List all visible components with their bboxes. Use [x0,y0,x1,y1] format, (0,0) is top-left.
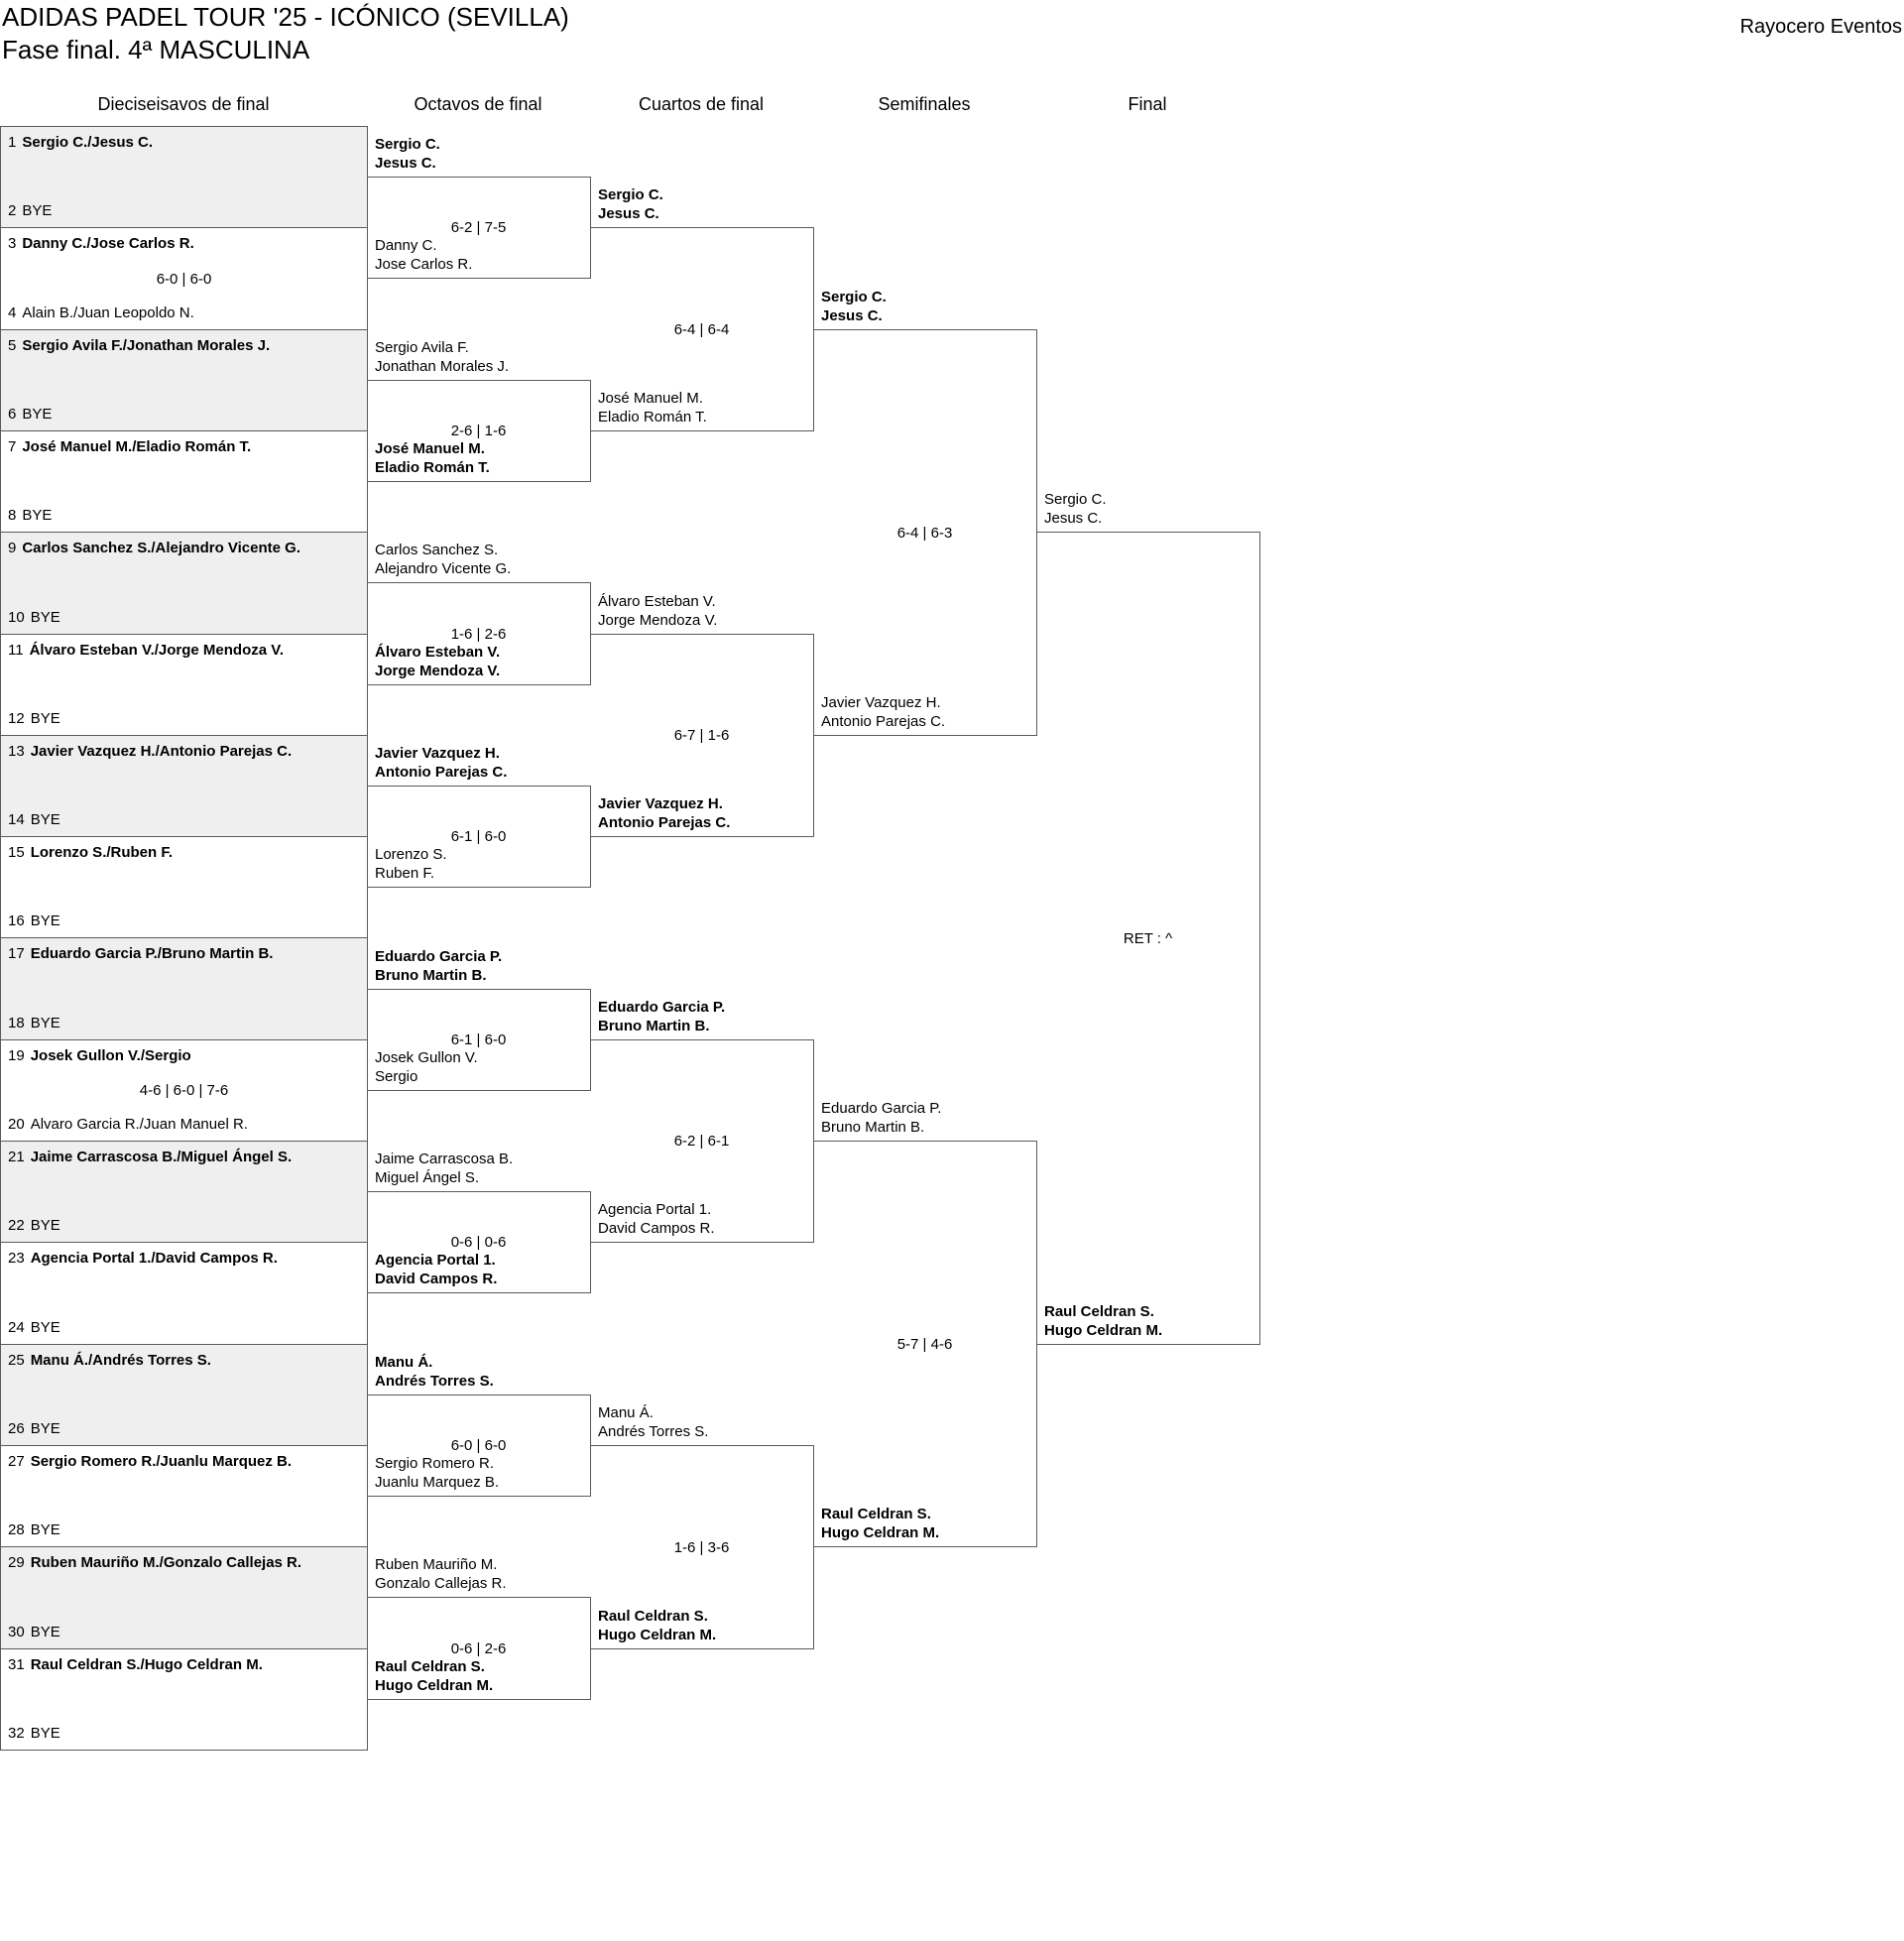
r32-team-line [8,944,360,963]
r16-team-name: Ruben Mauriño M. [375,1556,498,1573]
r16-connector [367,989,591,990]
team-name: BYE [30,1319,60,1336]
final-team-name: Hugo Celdran M. [1044,1322,1163,1339]
qf-team-name: Javier Vazquez H. [598,795,723,812]
r16-connector [367,177,591,178]
seed-number: 31 [8,1656,25,1673]
r16-score: 6-0 | 6-0 [450,1437,507,1454]
qf-team-name: Antonio Parejas C. [598,814,731,831]
seed-number: 11 [8,642,24,659]
r32-team-line [8,1216,360,1235]
r16-team-name: Gonzalo Callejas R. [375,1575,507,1592]
qf-team-name: Sergio C. [598,186,663,203]
round-header: Semifinales [878,94,971,114]
r16-connector [367,1496,591,1497]
r32-team-line [8,234,360,253]
team-name: BYE [30,912,60,929]
r16-team-name: Antonio Parejas C. [375,764,508,781]
team-name: Ruben Mauriño M./Gonzalo Callejas R. [30,1554,302,1571]
team-name: BYE [30,1624,60,1640]
sf-team-name: Sergio C. [821,289,887,305]
r16-connector [367,1292,591,1293]
r16-connector [367,1699,591,1700]
r16-connector [367,582,591,583]
seed-number: 6 [8,406,17,423]
team-name: BYE [30,609,60,626]
r32-team-line [8,709,360,728]
r16-connector [367,1597,591,1598]
r32-team-line [8,303,360,322]
r32-team-line [8,405,360,424]
r32-team-line [8,539,360,557]
seed-number: 27 [8,1453,25,1470]
r32-team-line [8,911,360,930]
r16-team-name: Sergio Romero R. [375,1455,495,1472]
sf-connector [813,735,1037,736]
qf-connector [813,1445,814,1649]
r16-team-name: Jaime Carrascosa B. [375,1151,514,1167]
qf-score: 6-4 | 6-4 [673,320,730,338]
seed-number: 7 [8,438,17,455]
sf-team-name: Eduardo Garcia P. [821,1100,942,1117]
seed-number: 1 [8,134,17,151]
team-name: Josek Gullon V./Sergio [30,1047,191,1064]
r32-team-line [8,641,360,660]
r16-team-name: Javier Vazquez H. [375,745,500,762]
team-name: Sergio Romero R./Juanlu Marquez B. [30,1453,293,1470]
seed-number: 26 [8,1420,25,1437]
r16-score: 0-6 | 0-6 [450,1234,507,1251]
team-name: BYE [22,202,53,219]
team-name: Lorenzo S./Ruben F. [30,844,174,861]
tournament-title: ADIDAS PADEL TOUR '25 - ICÓNICO (SEVILLA) [2,2,569,32]
r16-connector [367,887,591,888]
r16-connector [367,278,591,279]
seed-number: 8 [8,507,17,524]
r16-team-name: Jose Carlos R. [375,256,473,273]
seed-number: 13 [8,743,25,760]
r16-team-name: Jorge Mendoza V. [375,663,501,679]
r16-team-name: Juanlu Marquez B. [375,1474,500,1491]
sf-team-name: Raul Celdran S. [821,1506,931,1522]
r32-team-line [8,608,360,627]
r32-team-line [8,1115,360,1134]
sf-connector [1036,329,1037,736]
seed-number: 14 [8,811,25,828]
r16-connector [367,380,591,381]
team-name: Álvaro Esteban V./Jorge Mendoza V. [29,642,285,659]
organizer-name: Rayocero Eventos [1739,16,1902,38]
r16-team-name: Andrés Torres S. [375,1373,494,1390]
r16-score: 6-1 | 6-0 [450,1031,507,1048]
r16-connector [367,684,591,685]
round-header: Octavos de final [414,94,542,114]
seed-number: 16 [8,912,25,929]
r16-score: 6-2 | 7-5 [450,219,507,236]
team-name: Sergio C./Jesus C. [22,134,154,151]
r32-team-line [8,1249,360,1268]
qf-connector [590,227,814,228]
r32-team-line [8,742,360,761]
r16-team-name: Carlos Sanchez S. [375,542,499,558]
sf-connector [813,329,1037,330]
final-team-name: Jesus C. [1044,510,1103,527]
r16-team-name: Raul Celdran S. [375,1658,485,1675]
r16-team-name: Eladio Román T. [375,459,490,476]
r16-score: 2-6 | 1-6 [450,423,507,439]
qf-team-name: Eduardo Garcia P. [598,999,726,1016]
final-connector [1036,532,1260,533]
seed-number: 17 [8,945,25,962]
team-name: Javier Vazquez H./Antonio Parejas C. [30,743,293,760]
qf-team-name: Álvaro Esteban V. [598,593,716,610]
r16-connector [367,1191,591,1192]
qf-team-name: Jorge Mendoza V. [598,612,718,629]
seed-number: 25 [8,1352,25,1369]
seed-number: 28 [8,1521,25,1538]
qf-connector [590,634,814,635]
seed-number: 20 [8,1116,25,1133]
r16-score: 0-6 | 2-6 [450,1639,507,1657]
qf-score: 6-2 | 6-1 [673,1133,730,1150]
seed-number: 2 [8,202,17,219]
r32-team-line [8,1452,360,1471]
seed-number: 29 [8,1554,25,1571]
qf-team-name: Bruno Martin B. [598,1018,710,1034]
team-name: Alain B./Juan Leopoldo N. [22,304,194,321]
sf-score: 6-4 | 6-3 [896,524,953,542]
seed-number: 21 [8,1149,25,1165]
team-name: Agencia Portal 1./David Campos R. [30,1250,278,1267]
r32-team-line [8,1520,360,1539]
r16-team-name: Lorenzo S. [375,846,447,863]
final-score: RET : ^ [1123,929,1173,947]
final-team-name: Sergio C. [1044,491,1107,508]
team-name: Jaime Carrascosa B./Miguel Ángel S. [30,1149,293,1165]
r16-team-name: Manu Á. [375,1354,433,1371]
r16-team-name: Danny C. [375,237,437,254]
r32-team-line [8,437,360,456]
seed-number: 5 [8,337,17,354]
r32-team-line [8,1148,360,1166]
qf-team-name: Jesus C. [598,205,659,222]
match-score: 4-6 | 6-0 | 7-6 [139,1082,229,1099]
r16-team-name: Alejandro Vicente G. [375,560,512,577]
sf-team-name: Jesus C. [821,307,883,324]
qf-team-name: Hugo Celdran M. [598,1627,717,1643]
qf-connector [590,1648,814,1649]
r32-team-line [8,843,360,862]
r32-team-line [8,1724,360,1743]
qf-team-name: Agencia Portal 1. [598,1201,712,1218]
r32-team-line [8,1014,360,1032]
seed-number: 30 [8,1624,25,1640]
qf-score: 6-7 | 1-6 [673,727,730,744]
team-name: BYE [22,406,53,423]
sf-team-name: Bruno Martin B. [821,1119,925,1136]
team-name: Alvaro Garcia R./Juan Manuel R. [30,1116,248,1133]
r32-team-line [8,1623,360,1641]
sf-team-name: Antonio Parejas C. [821,713,946,730]
qf-connector [590,1242,814,1243]
r32-team-line [8,336,360,355]
sf-connector [813,1546,1037,1547]
r16-connector [367,481,591,482]
r16-team-name: Josek Gullon V. [375,1049,478,1066]
r32-team-line [8,506,360,525]
r16-team-name: Eduardo Garcia P. [375,948,503,965]
team-name: Danny C./Jose Carlos R. [22,235,194,252]
round-header: Cuartos de final [638,94,765,114]
team-name: Carlos Sanchez S./Alejandro Vicente G. [22,540,300,556]
seed-number: 12 [8,710,25,727]
final-connector [1036,1344,1260,1345]
r16-team-name: José Manuel M. [375,440,485,457]
r32-team-line [8,1419,360,1438]
r16-team-name: Álvaro Esteban V. [375,644,501,661]
qf-team-name: David Campos R. [598,1220,715,1237]
team-name: BYE [30,1521,60,1538]
r16-team-name: David Campos R. [375,1271,498,1287]
seed-number: 4 [8,304,17,321]
team-name: BYE [30,1015,60,1031]
qf-team-name: Andrés Torres S. [598,1423,709,1440]
team-name: Eduardo Garcia P./Bruno Martin B. [30,945,274,962]
team-name: Sergio Avila F./Jonathan Morales J. [22,337,271,354]
r16-connector [367,1090,591,1091]
seed-number: 32 [8,1725,25,1742]
seed-number: 23 [8,1250,25,1267]
seed-number: 15 [8,844,25,861]
r16-team-name: Bruno Martin B. [375,967,487,984]
r32-team-line [8,201,360,220]
match-score: 6-0 | 6-0 [156,270,212,288]
team-name: BYE [30,710,60,727]
qf-connector [590,836,814,837]
team-name: BYE [22,507,53,524]
r32-team-line [8,1318,360,1337]
r16-team-name: Ruben F. [375,865,435,882]
seed-number: 22 [8,1217,25,1234]
seed-number: 10 [8,609,25,626]
qf-connector [590,1445,814,1446]
qf-team-name: Eladio Román T. [598,409,707,425]
category-subtitle: Fase final. 4ª MASCULINA [2,35,310,64]
r16-score: 6-1 | 6-0 [450,828,507,845]
sf-team-name: Hugo Celdran M. [821,1524,940,1541]
qf-team-name: José Manuel M. [598,390,703,407]
round-header: Dieciseisavos de final [97,94,270,114]
qf-team-name: Manu Á. [598,1404,654,1421]
sf-team-name: Javier Vazquez H. [821,694,941,711]
qf-team-name: Raul Celdran S. [598,1608,708,1625]
seed-number: 9 [8,540,17,556]
qf-connector [590,430,814,431]
r16-team-name: Hugo Celdran M. [375,1677,494,1694]
team-name: BYE [30,1217,60,1234]
r16-team-name: Agencia Portal 1. [375,1252,496,1269]
r32-team-line [8,810,360,829]
seed-number: 18 [8,1015,25,1031]
r16-score: 1-6 | 2-6 [450,625,507,643]
r32-team-line [8,1655,360,1674]
final-connector [1259,532,1260,1345]
seed-number: 3 [8,235,17,252]
sf-connector [813,1141,1037,1142]
r32-team-line [8,1046,360,1065]
r16-team-name: Sergio Avila F. [375,339,469,356]
team-name: José Manuel M./Eladio Román T. [22,438,252,455]
final-team-name: Raul Celdran S. [1044,1303,1154,1320]
seed-number: 24 [8,1319,25,1336]
r16-team-name: Jesus C. [375,155,436,172]
r32-team-line [8,1553,360,1572]
r32-team-line [8,1351,360,1370]
seed-number: 19 [8,1047,25,1064]
team-name: BYE [30,1420,60,1437]
team-name: BYE [30,811,60,828]
team-name: BYE [30,1725,60,1742]
r16-team-name: Sergio [375,1068,418,1085]
team-name: Manu Á./Andrés Torres S. [30,1352,211,1369]
r16-team-name: Jonathan Morales J. [375,358,510,375]
r16-team-name: Miguel Ángel S. [375,1169,480,1186]
qf-score: 1-6 | 3-6 [673,1538,730,1556]
r16-team-name: Sergio C. [375,136,440,153]
r32-team-line [8,133,360,152]
team-name: Raul Celdran S./Hugo Celdran M. [30,1656,263,1673]
round-header: Final [1128,94,1167,114]
r16-connector [367,786,591,787]
sf-score: 5-7 | 4-6 [896,1335,953,1353]
qf-connector [590,1039,814,1040]
